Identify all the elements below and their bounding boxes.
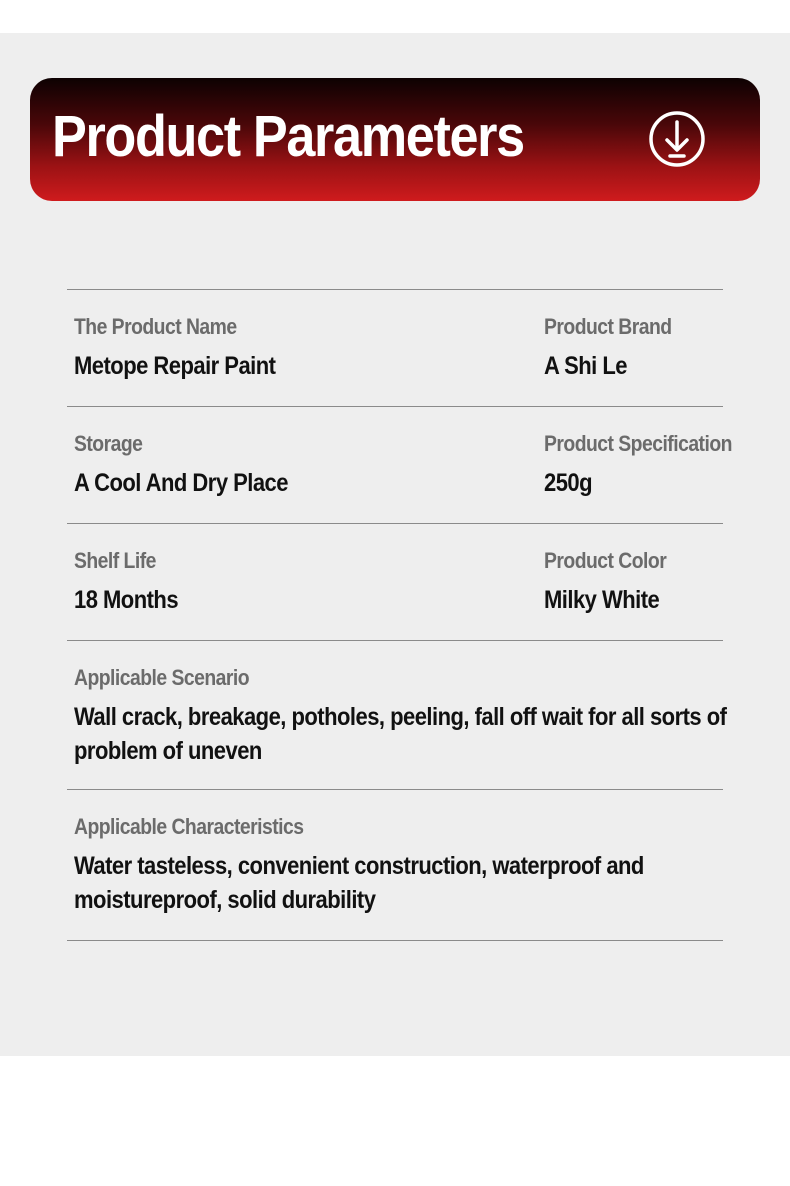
table-row bbox=[67, 524, 723, 640]
shelf-life-value: 18 Months bbox=[74, 586, 179, 614]
divider bbox=[67, 940, 723, 941]
product-color-label: Product Color bbox=[544, 548, 667, 573]
product-specification-value: 250g bbox=[544, 469, 593, 497]
shelf-life-cell bbox=[74, 546, 192, 617]
table-row bbox=[67, 407, 732, 523]
product-name-value: Metope Repair Paint bbox=[74, 352, 276, 380]
parameters-panel bbox=[0, 33, 790, 1056]
storage-label: Storage bbox=[74, 431, 143, 456]
table-row bbox=[67, 790, 723, 940]
product-specification-cell bbox=[544, 429, 758, 500]
product-color-value: Milky White bbox=[544, 586, 660, 614]
applicable-characteristics-label: Applicable Characteristics bbox=[74, 814, 304, 839]
table-row bbox=[67, 641, 727, 789]
product-name-cell bbox=[74, 312, 303, 383]
applicable-scenario-label: Applicable Scenario bbox=[74, 665, 250, 690]
product-brand-cell bbox=[544, 312, 689, 383]
storage-cell bbox=[74, 429, 317, 500]
shelf-life-label: Shelf Life bbox=[74, 548, 156, 573]
applicable-characteristics-cell bbox=[74, 812, 744, 917]
parameters-table bbox=[67, 289, 732, 941]
product-brand-value: A Shi Le bbox=[544, 352, 627, 380]
product-name-label: The Product Name bbox=[74, 314, 237, 339]
applicable-characteristics-value: Water tasteless, convenient construction, waterproof and moistureproof, solid durability bbox=[74, 852, 644, 914]
storage-value: A Cool And Dry Place bbox=[74, 469, 288, 497]
banner-title: Product Parameters bbox=[52, 104, 524, 169]
product-specification-label: Product Specification bbox=[544, 431, 732, 456]
table-row bbox=[67, 290, 723, 406]
applicable-scenario-cell bbox=[74, 663, 744, 768]
product-color-cell bbox=[544, 546, 683, 617]
applicable-scenario-value: Wall crack, breakage, potholes, peeling, fall off wait for all sorts of problem of uneven bbox=[74, 703, 727, 765]
parameters-banner bbox=[30, 78, 760, 201]
down-arrow-circle-icon bbox=[648, 110, 706, 168]
product-brand-label: Product Brand bbox=[544, 314, 672, 339]
